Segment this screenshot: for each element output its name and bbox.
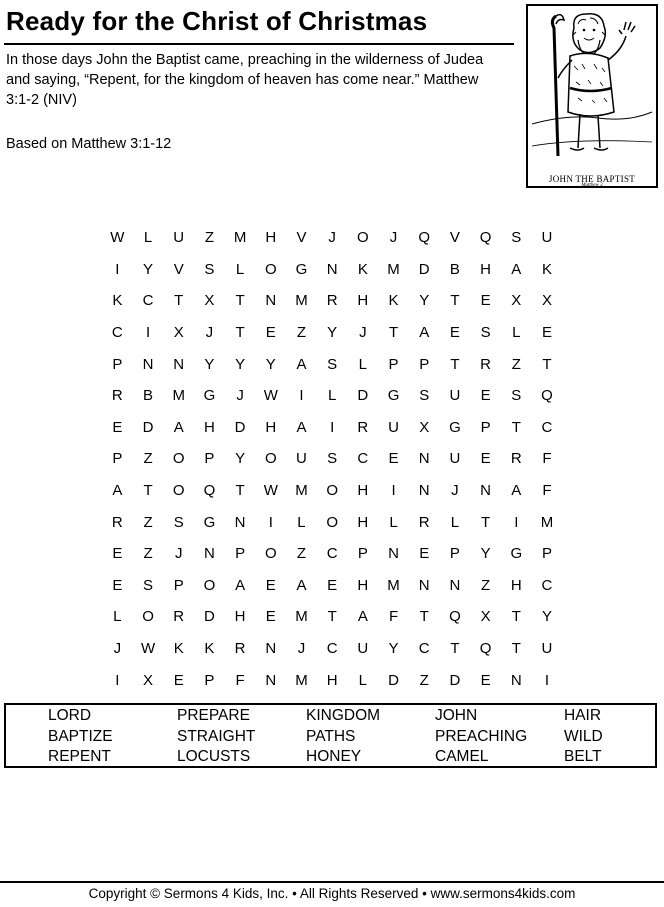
grid-letter: E [112, 418, 123, 436]
grid-letter: S [173, 513, 184, 531]
grid-letter: U [357, 640, 369, 658]
word-bank-item: BELT [564, 748, 602, 765]
grid-letter: L [358, 355, 368, 373]
grid-letter: X [480, 608, 491, 626]
grid-letter: J [297, 640, 306, 658]
grid-letter: I [299, 387, 304, 405]
grid-letter: L [358, 671, 368, 689]
grid-letter: E [173, 671, 184, 689]
grid-letter: P [235, 545, 246, 563]
copyright-footer: Copyright © Sermons 4 Kids, Inc. • All Rights Reserved • www.sermons4kids.com [88, 886, 576, 901]
grid-letter: A [511, 260, 522, 278]
grid-letter: L [512, 324, 521, 342]
grid-letter: T [450, 292, 460, 310]
word-bank-item: BAPTIZE [48, 727, 113, 745]
grid-letter: C [541, 418, 553, 436]
grid-letter: S [327, 355, 338, 373]
grid-letter: W [263, 482, 278, 500]
grid-letter: G [203, 387, 216, 405]
word-bank-item: LORD [48, 707, 92, 724]
grid-letter: W [263, 387, 278, 405]
grid-letter: G [387, 387, 400, 405]
grid-letter: J [113, 640, 122, 658]
grid-letter: R [111, 513, 123, 531]
grid-letter: C [142, 292, 154, 310]
grid-letter: U [541, 229, 553, 247]
grid-letter: N [203, 545, 215, 563]
grid-letter: R [234, 640, 246, 658]
word-bank-item: KINGDOM [306, 707, 381, 724]
grid-letter: Y [265, 355, 276, 373]
grid-letter: T [235, 482, 245, 500]
grid-letter: O [264, 260, 277, 278]
grid-letter: J [236, 387, 244, 405]
grid-letter: U [296, 450, 307, 468]
grid-letter: O [357, 229, 369, 247]
grid-letter: E [419, 545, 430, 563]
grid-letter: L [327, 387, 337, 405]
grid-letter: P [480, 418, 491, 436]
grid-letter: T [143, 482, 153, 500]
grid-letter: I [115, 671, 120, 689]
grid-letter: D [357, 387, 369, 405]
grid-letter: T [511, 640, 521, 658]
grid-letter: Q [449, 608, 461, 626]
grid-letter: Z [419, 671, 429, 689]
grid-letter: Z [143, 513, 153, 531]
grid-letter: N [173, 355, 185, 373]
grid-letter: C [418, 640, 430, 658]
word-bank-item: LOCUSTS [177, 748, 251, 765]
grid-letter: O [326, 482, 338, 500]
grid-letter: O [264, 450, 277, 468]
grid-letter: X [419, 418, 430, 436]
grid-letter: T [450, 355, 460, 373]
grid-letter: M [233, 229, 247, 247]
grid-letter: N [388, 545, 399, 563]
grid-letter: N [418, 482, 430, 500]
grid-letter: E [265, 576, 276, 594]
grid-letter: T [511, 418, 521, 436]
grid-letter: C [541, 576, 553, 594]
grid-letter: D [203, 608, 215, 626]
john-the-baptist-drawing [528, 6, 656, 172]
grid-letter: U [388, 418, 399, 436]
grid-letter: E [388, 450, 399, 468]
grid-letter: N [265, 640, 277, 658]
grid-letter: N [418, 576, 430, 594]
grid-letter: E [480, 671, 491, 689]
grid-letter: I [268, 513, 273, 531]
grid-letter: H [265, 229, 277, 247]
grid-letter: N [480, 482, 492, 500]
grid-letter: H [357, 482, 369, 500]
grid-letter: R [480, 355, 492, 373]
grid-letter: A [511, 482, 522, 500]
grid-letter: Y [327, 324, 338, 342]
grid-letter: A [357, 608, 368, 626]
grid-letter: P [204, 450, 215, 468]
grid-letter: S [327, 450, 338, 468]
grid-letter: T [327, 608, 337, 626]
grid-letter: K [173, 640, 184, 658]
grid-letter: M [172, 387, 185, 405]
grid-letter: D [234, 418, 246, 436]
grid-letter: J [328, 229, 336, 247]
grid-letter: P [112, 450, 123, 468]
grid-letter: E [480, 450, 491, 468]
grid-letter: O [264, 545, 277, 563]
grid-letter: Y [235, 355, 246, 373]
grid-letter: G [295, 260, 308, 278]
grid-letter: K [204, 640, 215, 658]
grid-letter: A [419, 324, 430, 342]
grid-letter: P [173, 576, 184, 594]
based-on-reference: Based on Matthew 3:1-12 [6, 136, 172, 152]
grid-letter: T [450, 640, 460, 658]
grid-letter: I [544, 671, 550, 689]
grid-letter: U [173, 229, 185, 247]
grid-letter: L [450, 513, 460, 531]
grid-letter: T [542, 355, 552, 373]
grid-letter: T [235, 324, 245, 342]
grid-letter: Y [388, 640, 399, 658]
grid-letter: P [449, 545, 460, 563]
grid-letter: Y [143, 260, 154, 278]
grid-letter: Z [296, 545, 307, 563]
grid-letter: J [389, 229, 398, 247]
grid-letter: L [113, 608, 122, 626]
grid-letter: C [326, 640, 338, 658]
grid-letter: T [511, 608, 521, 626]
grid-letter: V [296, 229, 307, 247]
grid-letter: A [112, 482, 123, 500]
grid-letter: W [140, 640, 156, 658]
grid-letter: U [449, 450, 461, 468]
word-bank-item: PREACHING [435, 727, 528, 745]
grid-letter: X [541, 292, 552, 310]
grid-letter: E [265, 324, 276, 342]
grid-letter: X [204, 292, 215, 310]
title-divider [4, 43, 514, 45]
grid-letter: A [235, 576, 246, 594]
grid-letter: V [449, 229, 460, 247]
grid-letter: S [511, 229, 522, 247]
grid-letter: L [297, 513, 306, 531]
grid-letter: T [419, 608, 429, 626]
grid-letter: Q [203, 482, 216, 500]
john-the-baptist-illustration [526, 4, 658, 188]
grid-letter: A [296, 355, 307, 373]
grid-letter: H [357, 576, 369, 594]
word-search-grid [102, 222, 562, 696]
grid-letter: Q [479, 640, 492, 658]
grid-letter: H [510, 576, 522, 594]
grid-letter: T [481, 513, 491, 531]
grid-letter: B [143, 387, 154, 405]
grid-letter: G [510, 545, 523, 563]
grid-letter: X [143, 671, 154, 689]
grid-letter: Q [541, 387, 553, 405]
grid-letter: H [357, 292, 369, 310]
illustration-subcaption: Matthew 3 [581, 183, 603, 188]
grid-letter: H [203, 418, 215, 436]
grid-letter: C [111, 324, 123, 342]
grid-letter: E [112, 576, 123, 594]
grid-letter: C [357, 450, 369, 468]
grid-letter: Y [541, 608, 552, 626]
grid-letter: Y [480, 545, 491, 563]
grid-letter: Y [235, 450, 246, 468]
grid-letter: H [326, 671, 338, 689]
grid-letter: D [388, 671, 399, 689]
grid-letter: R [326, 292, 338, 310]
grid-letter: Z [143, 545, 153, 563]
grid-letter: B [449, 260, 460, 278]
grid-letter: D [142, 418, 154, 436]
word-bank-item: STRAIGHT [177, 727, 256, 745]
grid-letter: M [387, 576, 400, 594]
grid-letter: Y [204, 355, 215, 373]
grid-letter: H [357, 513, 369, 531]
grid-letter: P [541, 545, 552, 563]
grid-letter: Z [204, 229, 214, 247]
grid-letter: O [203, 576, 216, 594]
grid-letter: K [541, 260, 552, 278]
grid-letter: E [449, 324, 460, 342]
grid-letter: E [265, 608, 276, 626]
grid-letter: S [480, 324, 491, 342]
grid-letter: E [112, 545, 123, 563]
grid-letter: J [174, 545, 183, 563]
grid-letter: N [449, 576, 461, 594]
footer-divider [0, 881, 664, 883]
grid-letter: D [449, 671, 461, 689]
grid-letter: Q [479, 229, 492, 247]
grid-letter: S [511, 387, 522, 405]
grid-letter: Z [143, 450, 153, 468]
grid-letter: Z [511, 355, 521, 373]
grid-letter: F [388, 608, 399, 626]
word-bank-item: JOHN [435, 707, 478, 724]
grid-letter: I [115, 260, 120, 278]
grid-letter: M [295, 292, 308, 310]
grid-letter: U [449, 387, 461, 405]
grid-letter: N [265, 292, 277, 310]
grid-letter: E [480, 292, 491, 310]
grid-letter: P [419, 355, 430, 373]
grid-letter: Y [419, 292, 430, 310]
grid-letter: S [419, 387, 430, 405]
grid-letter: Z [296, 324, 307, 342]
grid-letter: G [449, 418, 461, 436]
word-bank-item: HAIR [564, 707, 602, 724]
grid-letter: X [173, 324, 184, 342]
grid-letter: L [235, 260, 245, 278]
grid-letter: H [480, 260, 492, 278]
grid-letter: C [326, 545, 338, 563]
grid-letter: S [204, 260, 215, 278]
word-bank-item: PATHS [306, 727, 356, 745]
grid-letter: L [389, 513, 398, 531]
grid-letter: J [451, 482, 459, 500]
word-bank-item: WILD [564, 727, 603, 745]
grid-letter: M [295, 671, 308, 689]
grid-letter: O [172, 450, 185, 468]
grid-letter: A [296, 576, 307, 594]
grid-letter: A [173, 418, 184, 436]
grid-letter: M [387, 260, 400, 278]
grid-letter: P [112, 355, 123, 373]
scripture-passage: In those days John the Baptist came, preaching in the wilderness of Judea and saying, “Repent, for the kingdom of heaven has come near.” Matthew 3:1-2 (NIV) [6, 52, 484, 108]
grid-letter: I [514, 513, 519, 531]
grid-letter: R [111, 387, 123, 405]
grid-letter: J [205, 324, 214, 342]
grid-letter: M [295, 482, 308, 500]
grid-letter: N [418, 450, 430, 468]
grid-letter: E [480, 387, 491, 405]
grid-letter: N [510, 671, 522, 689]
grid-letter: R [357, 418, 369, 436]
grid-letter: O [172, 482, 185, 500]
grid-letter: A [296, 418, 307, 436]
word-bank-item: REPENT [48, 748, 111, 765]
grid-letter: I [145, 324, 151, 342]
word-bank [4, 703, 657, 768]
grid-letter: P [357, 545, 368, 563]
grid-letter: I [330, 418, 335, 436]
grid-letter: S [143, 576, 154, 594]
grid-letter: P [388, 355, 399, 373]
grid-letter: X [511, 292, 522, 310]
grid-letter: R [510, 450, 522, 468]
page-title: Ready for the Christ of Christmas [6, 6, 428, 36]
grid-letter: H [265, 418, 277, 436]
grid-letter: T [174, 292, 184, 310]
word-bank-item: PREPARE [177, 707, 250, 724]
grid-letter: O [142, 608, 154, 626]
grid-letter: T [235, 292, 245, 310]
grid-letter: L [143, 229, 153, 247]
grid-letter: D [418, 260, 430, 278]
grid-letter: N [326, 260, 338, 278]
grid-letter: F [542, 482, 552, 500]
grid-letter: N [234, 513, 246, 531]
grid-letter: J [359, 324, 367, 342]
grid-letter: K [357, 260, 368, 278]
grid-letter: E [327, 576, 338, 594]
word-bank-item: HONEY [306, 748, 362, 765]
grid-letter: K [388, 292, 399, 310]
grid-letter: K [112, 292, 123, 310]
grid-letter: M [540, 513, 554, 531]
grid-letter: R [173, 608, 185, 626]
grid-letter: O [326, 513, 338, 531]
illustration-caption: JOHN THE BAPTIST [548, 174, 636, 184]
grid-letter: P [204, 671, 215, 689]
grid-letter: R [418, 513, 430, 531]
grid-letter: U [541, 640, 553, 658]
grid-letter: W [110, 229, 125, 247]
grid-letter: F [542, 450, 552, 468]
grid-letter: N [142, 355, 154, 373]
word-bank-item: CAMEL [435, 748, 489, 765]
grid-letter: M [295, 608, 308, 626]
grid-letter: N [265, 671, 277, 689]
grid-letter: H [234, 608, 246, 626]
grid-letter: T [388, 324, 399, 342]
grid-letter: F [235, 671, 245, 689]
grid-letter: Q [418, 229, 431, 247]
grid-letter: Z [481, 576, 491, 594]
grid-letter: G [203, 513, 216, 531]
grid-letter: I [391, 482, 396, 500]
grid-letter: V [173, 260, 184, 278]
grid-letter: E [541, 324, 552, 342]
